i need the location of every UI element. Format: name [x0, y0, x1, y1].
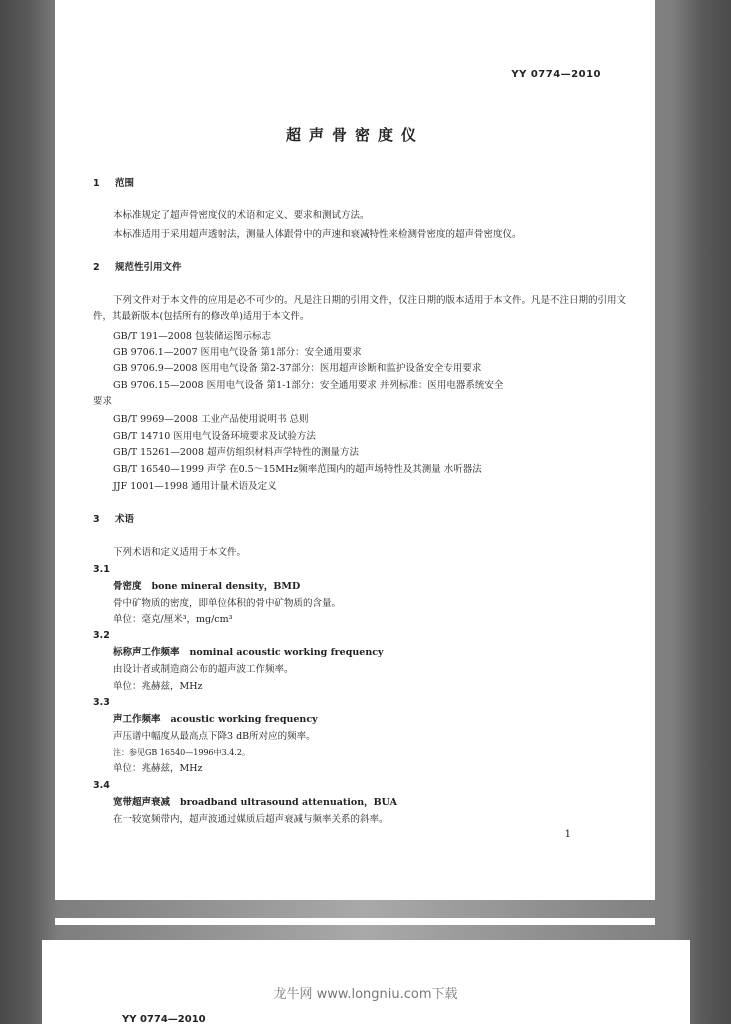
normative-references-intro: 下列文件对于本文件的应用是必不可少的。凡是注日期的引用文件，仅注日期的版本适用于本文件。凡是不注日期的引用文件，其最新版本(包括所有的修改单)适用于本文件。	[93, 295, 627, 322]
page-number: 1	[564, 829, 571, 840]
term-unit: 单位：兆赫兹，MHz	[113, 681, 203, 692]
reference-item-continuation: 要求	[93, 396, 113, 407]
term-note: 注：参见GB 16540—1996中3.4.2。	[113, 748, 250, 757]
term-definition: 声压谱中幅度从最高点下降3 dB所对应的频率。	[113, 731, 316, 742]
scope-paragraph-2: 本标准适用于采用超声透射法，测量人体跟骨中的声速和衰减特性来检测骨密度的超声骨密度仪。	[113, 229, 522, 240]
reference-item: GB 9706.9—2008 医用电气设备 第2-37部分：医用超声诊断和监护设备安全专用要求	[113, 363, 482, 374]
term-title-acoustic-frequency: 声工作频率 acoustic working frequency	[113, 714, 318, 725]
term-number: 3.1	[93, 564, 110, 575]
term-definition: 骨中矿物质的密度，即单位体积的骨中矿物质的含量。	[113, 598, 342, 609]
reference-item: JJF 1001—1998 通用计量术语及定义	[113, 481, 277, 492]
reference-item: GB 9706.1—2007 医用电气设备 第1部分：安全通用要求	[113, 347, 362, 358]
scope-paragraph-1: 本标准规定了超声骨密度仪的术语和定义、要求和测试方法。	[113, 210, 370, 221]
page-separator	[55, 918, 655, 925]
term-definition: 由设计者或制造商公布的超声波工作频率。	[113, 664, 294, 675]
term-number: 3.4	[93, 780, 110, 791]
terms-intro: 下列术语和定义适用于本文件。	[113, 547, 247, 558]
reference-item: GB 9706.15—2008 医用电气设备 第1-1部分：安全通用要求 并列标准：医用电器系统安全	[113, 380, 504, 391]
reference-item: GB/T 16540—1999 声学 在0.5～15MHz频率范围内的超声场特性及其测量 水听器法	[113, 464, 482, 475]
site-watermark: 龙牛网 www.longniu.com下载	[273, 987, 458, 1002]
document-title: 超声骨密度仪	[285, 126, 424, 144]
term-title-nominal-frequency: 标称声工作频率 nominal acoustic working frequency	[113, 647, 384, 658]
term-unit: 单位：兆赫兹，MHz	[113, 763, 203, 774]
section-heading-terms: 3 术语	[93, 514, 135, 525]
term-title-bmd: 骨密度 bone mineral density，BMD	[113, 581, 301, 592]
term-unit: 单位：毫克/厘米³，mg/cm³	[113, 614, 233, 625]
section-heading-scope: 1 范围	[93, 178, 135, 189]
standard-code-header-page-2: YY 0774—2010	[122, 1014, 206, 1024]
document-page-1	[55, 0, 655, 900]
reference-item: GB/T 15261—2008 超声仿组织材料声学特性的测量方法	[113, 447, 360, 458]
term-number: 3.3	[93, 697, 110, 708]
reference-item: GB/T 14710 医用电气设备环境要求及试验方法	[113, 431, 316, 442]
reference-item: GB/T 9969—2008 工业产品使用说明书 总则	[113, 414, 309, 425]
term-title-bua: 宽带超声衰减 broadband ultrasound attenuation，BUA	[113, 797, 398, 808]
standard-code-header: YY 0774—2010	[511, 69, 601, 80]
term-number: 3.2	[93, 630, 110, 641]
reference-item: GB/T 191—2008 包装储运图示标志	[113, 331, 271, 342]
term-definition: 在一较宽频带内，超声波通过媒质后超声衰减与频率关系的斜率。	[113, 814, 389, 825]
section-heading-normative-references: 2 规范性引用文件	[93, 262, 182, 273]
document-page-2	[42, 940, 690, 1024]
